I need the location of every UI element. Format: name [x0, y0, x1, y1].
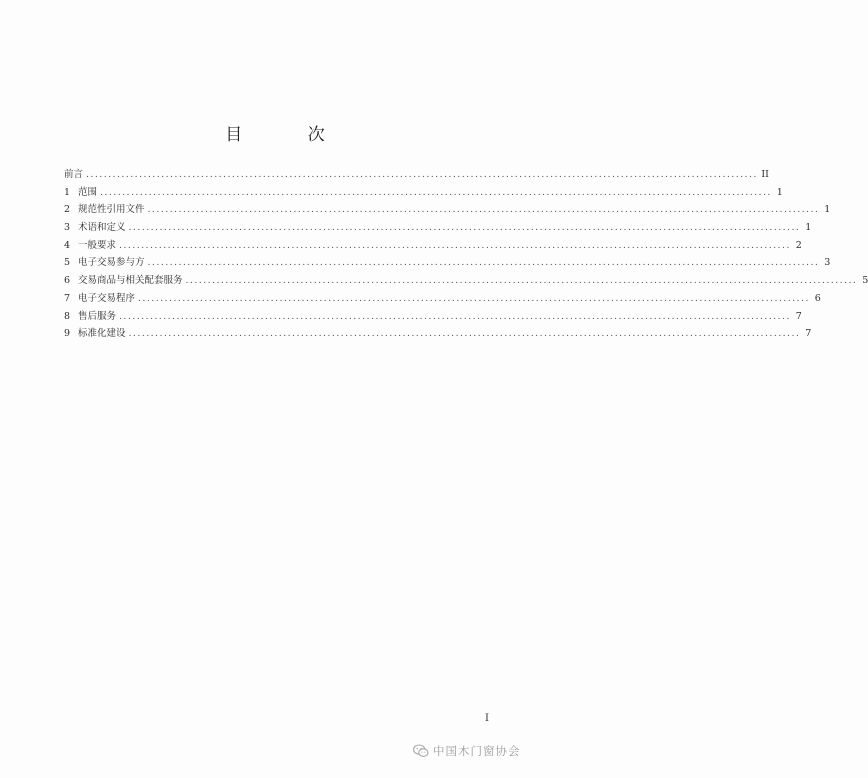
- toc-row: [64, 290, 821, 308]
- toc-label: 电子交易程序: [78, 292, 136, 304]
- toc-leader-dots: ........................................................................................................................................................: [119, 310, 791, 322]
- toc-label: 电子交易参与方: [78, 257, 145, 269]
- toc-number: 6: [64, 275, 71, 287]
- toc-label: 范围: [78, 186, 98, 198]
- toc-number: 4: [64, 239, 71, 251]
- toc-page-number: 3: [824, 257, 831, 269]
- toc-label: 规范性引用文件: [78, 204, 145, 216]
- toc-label: 售后服务: [78, 310, 117, 322]
- wechat-icon: [413, 744, 429, 758]
- toc-leader-dots: ........................................................................................................................................................: [86, 169, 758, 180]
- toc-number: 5: [64, 257, 71, 269]
- toc-page-number: 7: [805, 328, 812, 340]
- toc-row: [64, 166, 769, 184]
- toc-page-number: II: [761, 169, 769, 180]
- toc-page-number: 2: [795, 239, 802, 251]
- toc-leader-dots: ........................................................................................................................................................: [119, 239, 791, 251]
- toc-leader-dots: ........................................................................................................................................................: [100, 186, 772, 198]
- toc-row: [64, 219, 812, 237]
- toc-row: [64, 184, 783, 202]
- toc-label: 术语和定义: [78, 222, 126, 234]
- page-title: 目 次: [225, 125, 355, 145]
- toc-leader-dots: ........................................................................................................................................................: [147, 257, 820, 269]
- watermark: [413, 743, 521, 759]
- toc-row: [64, 308, 802, 326]
- toc-number: 9: [64, 328, 71, 340]
- toc-page-number: 1: [824, 204, 831, 216]
- toc-number: 7: [64, 292, 71, 304]
- toc-number: 8: [64, 310, 71, 322]
- toc-leader-dots: ........................................................................................................................................................: [128, 328, 801, 340]
- toc-row: [64, 201, 831, 219]
- toc-page-number: 7: [795, 310, 802, 322]
- watermark-text: 中国木门窗协会: [433, 744, 521, 758]
- toc-page-number: 6: [814, 292, 821, 304]
- toc-row: [64, 272, 868, 290]
- toc-label: 一般要求: [78, 239, 117, 251]
- toc-page-number: 1: [805, 222, 812, 234]
- toc-number: 3: [64, 222, 71, 234]
- toc-leader-dots: ........................................................................................................................................................: [147, 204, 820, 216]
- page-number: I: [485, 713, 489, 724]
- toc-label: 标准化建设: [78, 328, 126, 340]
- toc-row: [64, 254, 831, 272]
- toc-number: 2: [64, 204, 71, 216]
- toc-leader-dots: ........................................................................................................................................................: [138, 292, 810, 304]
- toc-row: [64, 325, 812, 343]
- toc-page-number: 1: [776, 186, 783, 198]
- toc-number: 1: [64, 186, 71, 198]
- toc-leader-dots: ........................................................................................................................................................: [128, 222, 801, 234]
- toc-leader-dots: ........................................................................................................................................................: [185, 275, 858, 287]
- table-of-contents: [64, 166, 868, 343]
- toc-label: 前言: [64, 169, 84, 180]
- toc-row: [64, 237, 802, 255]
- toc-label: 交易商品与相关配套服务: [78, 275, 183, 287]
- toc-page-number: 5: [862, 275, 868, 287]
